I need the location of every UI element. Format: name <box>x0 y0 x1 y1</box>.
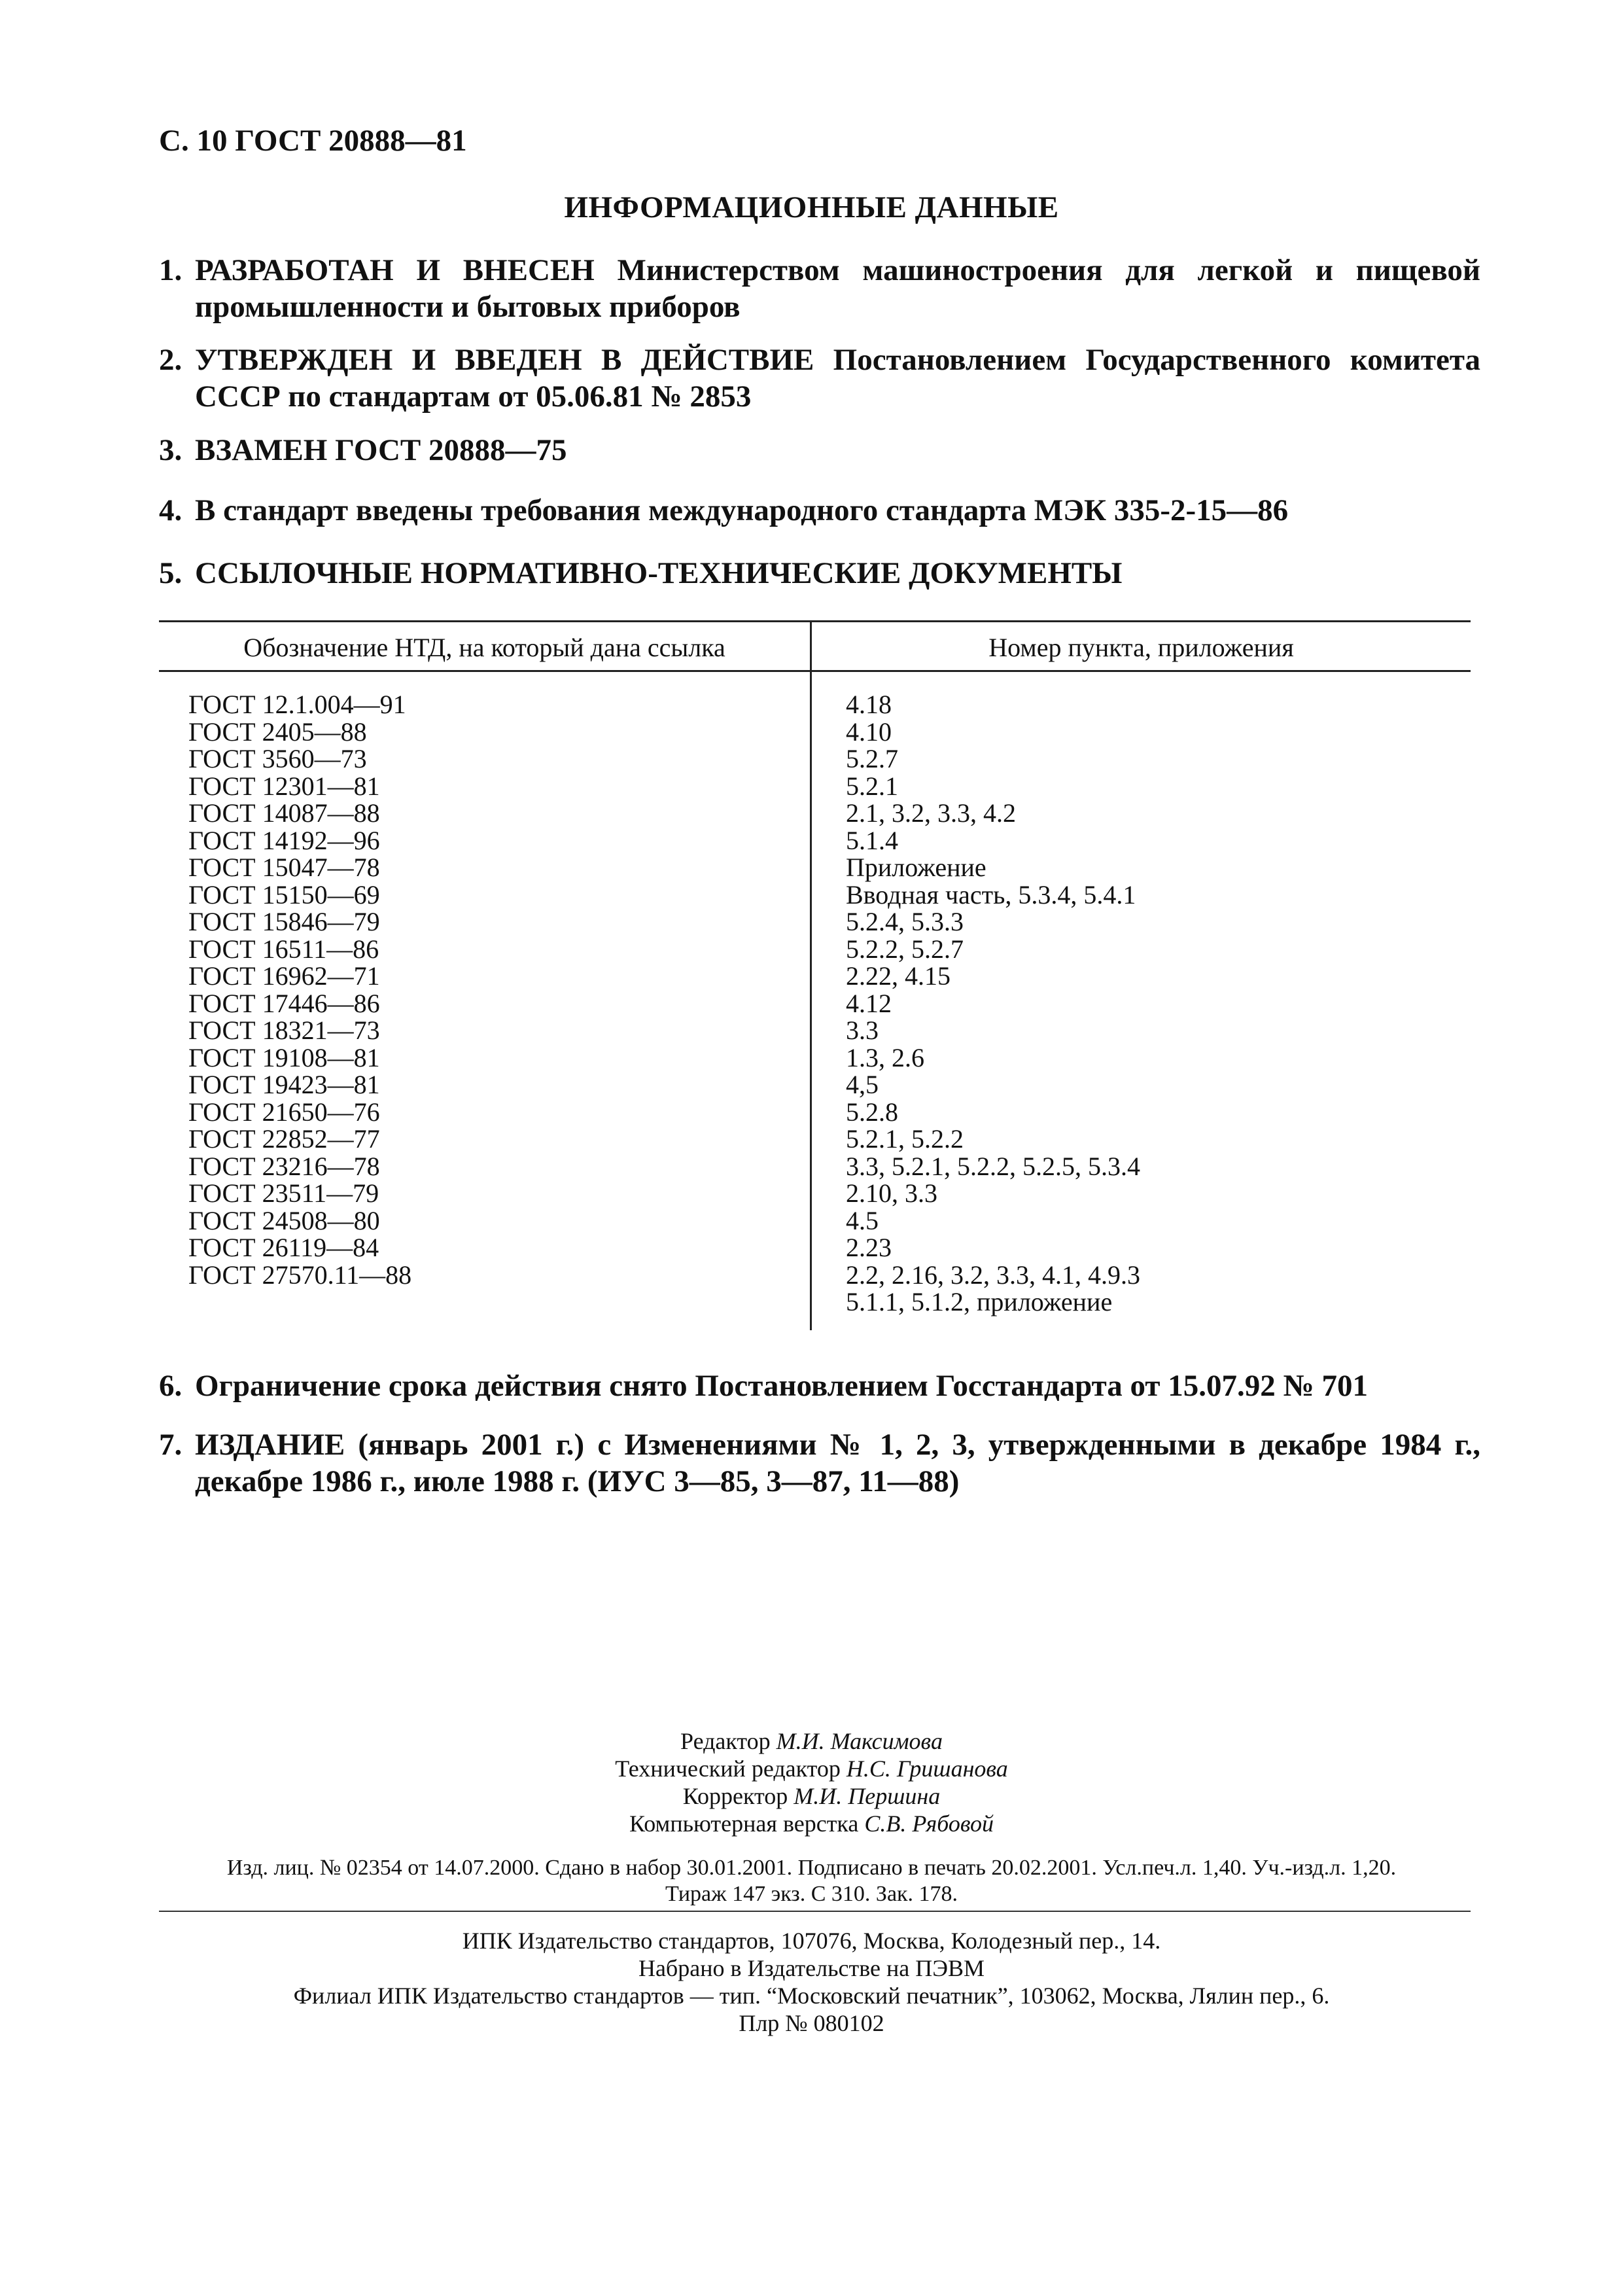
table-column-divider <box>810 620 812 1330</box>
publisher-line: Плр № 080102 <box>739 2010 884 2036</box>
item-lead: ВЗАМЕН ГОСТ 20888—75 <box>195 433 567 467</box>
info-item-5 <box>159 555 1480 592</box>
designation-cell: ГОСТ 14192—96 <box>188 825 380 855</box>
clause-cell: 5.2.1 <box>846 771 898 801</box>
credit-line <box>0 1810 1623 1837</box>
clause-cell: 2.2, 2.16, 3.2, 3.3, 4.1, 4.9.3 <box>846 1260 1140 1290</box>
clause-cell: 4.18 <box>846 690 892 719</box>
table-header-rule <box>159 670 1471 672</box>
designation-cell: ГОСТ 23511—79 <box>188 1178 379 1208</box>
item-text: Ограничение срока действия снято Постановлением Госстандарта от 15.07.92 № 701 <box>195 1369 1368 1403</box>
credit-name: М.И. Максимова <box>776 1728 943 1754</box>
clause-cell: 5.2.2, 5.2.7 <box>846 934 964 964</box>
credit-name: Н.С. Гришанова <box>846 1756 1008 1782</box>
clause-cell: 2.1, 3.2, 3.3, 4.2 <box>846 798 1016 828</box>
designation-cell: ГОСТ 15846—79 <box>188 907 380 936</box>
table-header-designation: Обозначение НТД, на который дана ссылка <box>243 633 725 662</box>
designation-cell: ГОСТ 23216—78 <box>188 1151 380 1181</box>
clause-cell: 5.2.7 <box>846 744 898 773</box>
credit-role: Редактор <box>680 1728 777 1754</box>
info-item-1 <box>159 252 1480 325</box>
clause-cell: 3.3, 5.2.1, 5.2.2, 5.2.5, 5.3.4 <box>846 1151 1140 1181</box>
clause-cell: 5.2.1, 5.2.2 <box>846 1124 964 1154</box>
clause-cell: Приложение <box>846 853 986 882</box>
designation-cell: ГОСТ 27570.11—88 <box>188 1260 412 1290</box>
item-number: 7. <box>159 1428 183 1462</box>
item-lead: ССЫЛОЧНЫЕ НОРМАТИВНО-ТЕХНИЧЕСКИЕ ДОКУМЕНТЫ <box>195 556 1123 590</box>
info-item-2 <box>159 342 1480 415</box>
designation-cell: ГОСТ 18321—73 <box>188 1016 380 1045</box>
credit-name: С.В. Рябовой <box>864 1810 994 1837</box>
item-number: 4. <box>159 493 183 527</box>
clause-column <box>846 691 1140 1316</box>
clause-cell: 2.23 <box>846 1233 892 1262</box>
item-number: 3. <box>159 433 183 467</box>
credit-line <box>0 1755 1623 1782</box>
table-top-rule <box>159 620 1471 622</box>
clause-cell: 5.1.4 <box>846 825 898 855</box>
clause-cell: 4.5 <box>846 1205 879 1235</box>
info-item-7 <box>159 1426 1480 1500</box>
item-number: 2. <box>159 343 183 377</box>
imprint-line: Тираж 147 экз. С 310. Зак. 178. <box>665 1882 958 1906</box>
designation-cell: ГОСТ 15047—78 <box>188 853 380 882</box>
page-header: С. 10 ГОСТ 20888—81 <box>159 124 467 158</box>
credit-line <box>0 1727 1623 1755</box>
item-text: Постановлением Государственного комитета СССР по стандартам от 05.06.81 № 2853 <box>195 343 1481 414</box>
credit-role: Компьютерная верстка <box>629 1810 865 1837</box>
designation-cell: ГОСТ 26119—84 <box>188 1233 379 1262</box>
designation-column <box>188 691 411 1288</box>
clause-cell: 1.3, 2.6 <box>846 1042 924 1072</box>
credit-role: Корректор <box>682 1783 794 1809</box>
clause-cell: 5.2.8 <box>846 1097 898 1127</box>
info-item-6 <box>159 1368 1480 1404</box>
publisher-block <box>0 1927 1623 2037</box>
page-title: ИНФОРМАЦИОННЫЕ ДАННЫЕ <box>564 190 1059 224</box>
info-item-4 <box>159 492 1480 529</box>
publisher-line: Филиал ИПК Издательство стандартов — тип. “Московский печатник”, 103062, Москва, Лялин пер., 6. <box>293 1983 1330 2009</box>
designation-cell: ГОСТ 24508—80 <box>188 1205 380 1235</box>
imprint-line: Изд. лиц. № 02354 от 14.07.2000. Сдано в набор 30.01.2001. Подписано в печать 20.02.2001. Усл.печ.л. 1,40. Уч.-изд.л. 1,20. <box>226 1856 1397 1880</box>
table-header-clause: Номер пункта, приложения <box>988 633 1294 662</box>
designation-cell: ГОСТ 21650—76 <box>188 1097 380 1127</box>
clause-cell: 5.2.4, 5.3.3 <box>846 907 964 936</box>
credit-line <box>0 1782 1623 1810</box>
info-item-3 <box>159 432 1480 468</box>
designation-cell: ГОСТ 16962—71 <box>188 961 380 991</box>
item-number: 1. <box>159 253 183 287</box>
designation-cell: ГОСТ 19108—81 <box>188 1042 380 1072</box>
clause-cell: 5.1.1, 5.1.2, приложение <box>846 1287 1113 1316</box>
clause-cell: 3.3 <box>846 1016 879 1045</box>
item-lead: РАЗРАБОТАН И ВНЕСЕН <box>195 253 595 287</box>
imprint-block <box>0 1855 1623 1907</box>
item-text: (январь 2001 г.) с Изменениями № 1, 2, 3, утвержденными в декабре 1984 г., декабре 1986 г., июле 1988 г. (ИУС 3—85, 3—87, 11—88) <box>195 1428 1480 1498</box>
item-text: Министерством машиностроения для легкой и пищевой промышленности и бытовых приборов <box>195 253 1480 324</box>
designation-cell: ГОСТ 12301—81 <box>188 771 380 801</box>
designation-cell: ГОСТ 2405—88 <box>188 716 367 747</box>
clause-cell: 2.10, 3.3 <box>846 1178 937 1208</box>
designation-cell: ГОСТ 12.1.004—91 <box>188 690 406 719</box>
designation-cell: ГОСТ 14087—88 <box>188 798 380 828</box>
clause-cell: 4.10 <box>846 716 892 747</box>
designation-cell: ГОСТ 15150—69 <box>188 879 380 910</box>
item-lead: ИЗДАНИЕ <box>195 1428 345 1462</box>
item-lead: УТВЕРЖДЕН И ВВЕДЕН В ДЕЙСТВИЕ <box>195 343 814 377</box>
credit-name: М.И. Першина <box>794 1783 941 1809</box>
clause-cell: Вводная часть, 5.3.4, 5.4.1 <box>846 879 1136 910</box>
designation-cell: ГОСТ 16511—86 <box>188 934 379 964</box>
clause-cell: 4,5 <box>846 1070 879 1099</box>
designation-cell: ГОСТ 17446—86 <box>188 988 380 1018</box>
item-text: В стандарт введены требования международного стандарта МЭК 335-2-15—86 <box>195 493 1289 527</box>
designation-cell: ГОСТ 19423—81 <box>188 1070 380 1099</box>
item-number: 6. <box>159 1369 183 1403</box>
reference-table <box>159 620 1471 1330</box>
credit-role: Технический редактор <box>615 1756 846 1782</box>
editorial-credits <box>0 1727 1623 1837</box>
publisher-line: ИПК Издательство стандартов, 107076, Москва, Колодезный пер., 14. <box>462 1928 1161 1954</box>
publisher-line: Набрано в Издательстве на ПЭВМ <box>638 1955 985 1981</box>
designation-cell: ГОСТ 3560—73 <box>188 744 367 773</box>
designation-cell: ГОСТ 22852—77 <box>188 1124 380 1154</box>
clause-cell: 2.22, 4.15 <box>846 961 951 991</box>
clause-cell: 4.12 <box>846 988 892 1018</box>
imprint-divider <box>159 1911 1471 1912</box>
item-number: 5. <box>159 556 183 590</box>
